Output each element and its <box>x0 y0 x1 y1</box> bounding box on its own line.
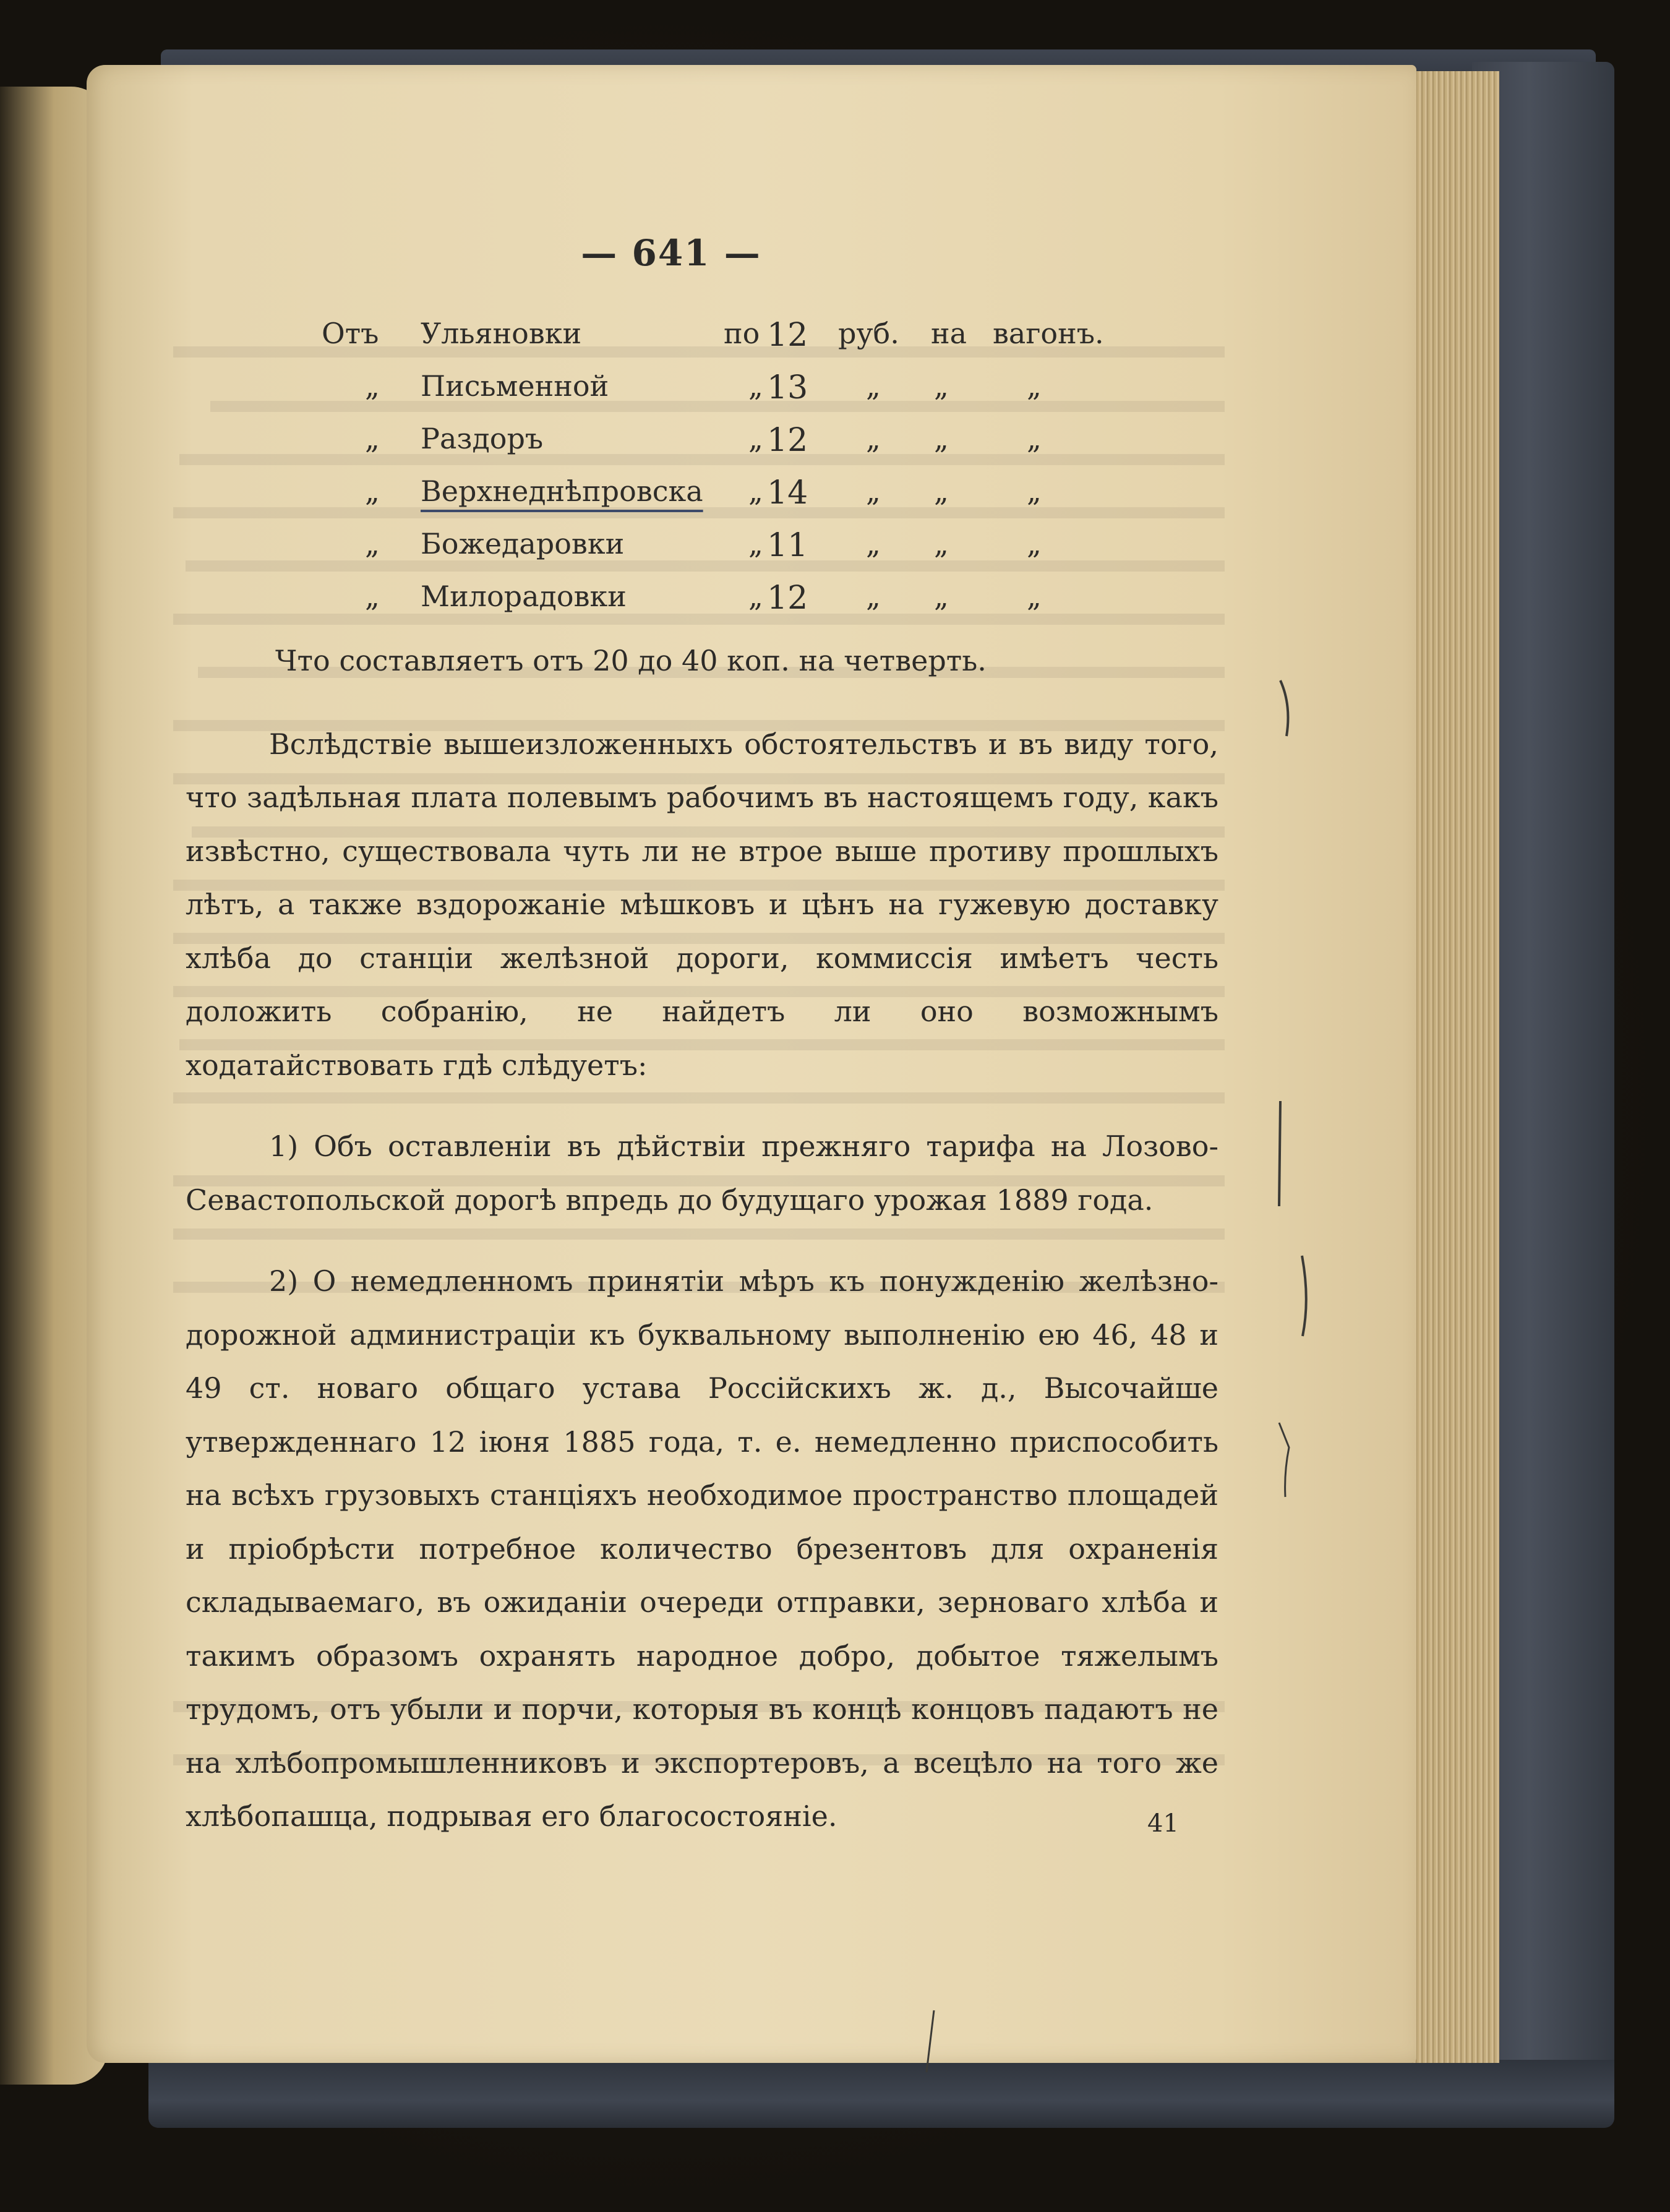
paragraph-item-1: 1) Объ оставленіи въ дѣйствіи прежняго тарифа на Лозово-Севастопольской дорогѣ впредь до будущаго урожая 1889 года. <box>186 1130 1218 1217</box>
unit-label: „ <box>1027 580 1042 613</box>
tariff-row <box>322 474 1188 527</box>
by-label: „ <box>748 527 763 560</box>
from-label: „ <box>365 580 380 613</box>
paragraph-consequences: Вслѣдствіе вышеизложенныхъ обстоятельствъ и въ виду того, что задѣльная плата полевымъ рабочимъ въ настоящемъ году, какъ извѣстно, существовала чуть ли не втрое выше противу прошлыхъ лѣтъ, а также вздорожаніе мѣшковъ и цѣнъ на гужевую доставку хлѣба до станціи желѣзной дороги, коммиссія имѣетъ честь доложить собранію, не найдетъ ли оно возможнымъ ходатайствовать гдѣ слѣдуетъ: <box>186 727 1218 1082</box>
by-label: по <box>724 317 760 350</box>
price-value: 12 <box>767 422 808 459</box>
pencil-stroke-bottom <box>922 2004 946 2078</box>
station-name: Божедаровки <box>421 527 625 560</box>
price-value: 11 <box>767 527 808 564</box>
per-label: „ <box>934 422 949 455</box>
by-label: „ <box>748 422 763 455</box>
page-block-edge <box>1410 71 1499 2063</box>
price-value: 12 <box>767 317 808 354</box>
from-label: „ <box>365 527 380 560</box>
price-value: 12 <box>767 580 808 617</box>
currency-label: руб. <box>838 317 899 350</box>
per-label: „ <box>934 580 949 613</box>
summary-line: Что составляетъ отъ 20 до 40 коп. на четверть. <box>275 644 987 677</box>
tariff-row <box>322 580 1188 632</box>
currency-label: „ <box>866 580 881 613</box>
page-number: — 641 — <box>581 232 761 274</box>
currency-label: „ <box>866 527 881 560</box>
station-name: Верхнеднѣпровска <box>421 474 703 508</box>
from-label: „ <box>365 422 380 455</box>
per-label: „ <box>934 527 949 560</box>
body-text <box>186 634 1218 1843</box>
unit-label: „ <box>1027 369 1042 403</box>
by-label: „ <box>748 580 763 613</box>
from-label: „ <box>365 474 380 508</box>
pencil-margin-marks <box>1262 668 1336 1596</box>
tariff-row <box>322 422 1188 474</box>
currency-label: „ <box>866 474 881 508</box>
book-cover-bottom <box>148 2060 1614 2128</box>
currency-label: „ <box>866 422 881 455</box>
station-name: Ульяновки <box>421 317 582 350</box>
unit-label: вагонъ. <box>993 317 1104 350</box>
by-label: „ <box>748 369 763 403</box>
printer-signature: 41 <box>1147 1809 1179 1838</box>
station-name: Письменной <box>421 369 609 403</box>
currency-label: „ <box>866 369 881 403</box>
price-value: 13 <box>767 369 808 406</box>
unit-label: „ <box>1027 527 1042 560</box>
per-label: на <box>931 317 967 350</box>
paragraph-item-2: 2) О немедленномъ принятіи мѣръ къ понужденію желѣзно-дорожной администраціи къ буквальному выполненію ею 46, 48 и 49 ст. новаго общаго устава Россійскихъ ж. д., Высочайше утвержденнаго 12 іюня 1885 года, т. е. немедленно приспособить на всѣхъ грузовыхъ станціяхъ необходимое пространство площадей и пріобрѣсти потребное количество брезентовъ для охраненія складываемаго, въ ожиданіи очереди отправки, зерноваго хлѣба и такимъ образомъ охранять народное добро, добытое тяжелымъ трудомъ, отъ убыли и порчи, которыя въ концѣ концовъ падаютъ не на хлѣбопромышленниковъ и экспортеровъ, а всецѣло на того же хлѣбопашца, подрывая его благосостояніе. <box>186 1264 1218 1833</box>
per-label: „ <box>934 369 949 403</box>
tariff-row <box>322 527 1188 580</box>
from-label: Отъ <box>322 317 379 350</box>
unit-label: „ <box>1027 474 1042 508</box>
tariff-row <box>322 369 1188 422</box>
tariff-row <box>322 317 1188 369</box>
tariff-table <box>322 317 1188 632</box>
station-name: Раздоръ <box>421 422 544 455</box>
by-label: „ <box>748 474 763 508</box>
from-label: „ <box>365 369 380 403</box>
unit-label: „ <box>1027 422 1042 455</box>
station-name: Милорадовки <box>421 580 627 613</box>
price-value: 14 <box>767 474 808 512</box>
per-label: „ <box>934 474 949 508</box>
